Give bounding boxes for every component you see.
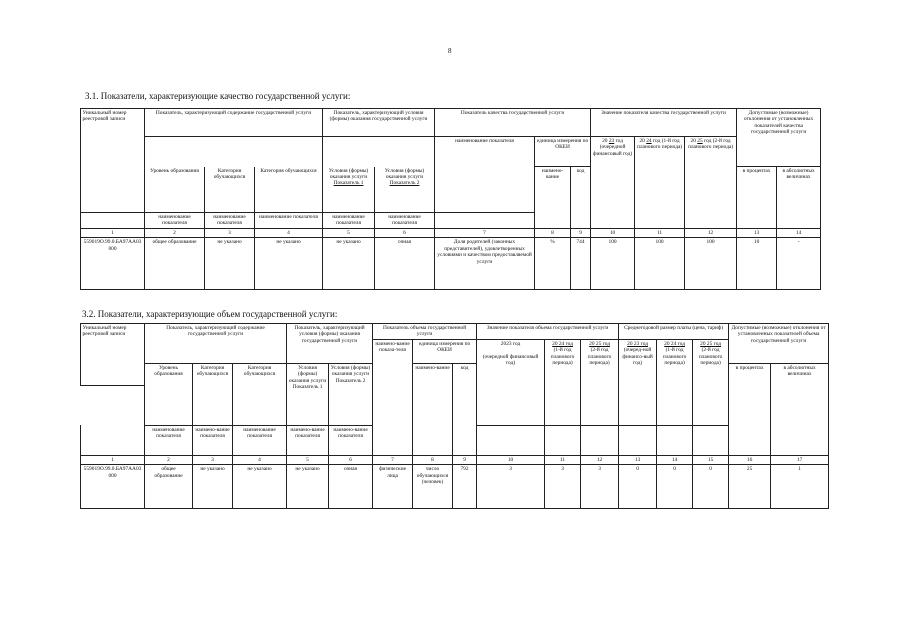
quality-section-title: 3.1. Показатели, характеризующие качество государственной услуги: <box>85 91 351 101</box>
cell-condition-1: не указано <box>323 238 375 290</box>
header-year-3: 20 25 год (2-й год планового периода) <box>685 137 737 229</box>
volume-indicators-table <box>80 323 829 509</box>
header-conditions-indicator: Показатель, характеризующий условия (формы) оказания государственной услуги <box>323 109 435 137</box>
cell-fee-3: 0 <box>693 465 729 509</box>
header-f-year-2: 20 24 год (1-й год планового периода) <box>657 339 693 425</box>
header-level: Уровень образования <box>145 167 205 213</box>
col-number: 8 <box>413 455 453 464</box>
cell-unit: % <box>535 238 571 290</box>
col-number: 6 <box>329 455 373 464</box>
col-number: 11 <box>545 455 581 464</box>
col-number: 1 <box>81 455 145 464</box>
cell-indicator: Доля родителей (законных представителей), удовлетворенных условиями и качеством предоставляемой услуги <box>435 238 535 290</box>
cell-category-2: не указано <box>233 465 287 509</box>
cell-condition-2: очная <box>329 465 373 509</box>
header-deviation: Допустимые (возможные) отклонения от установленных показателей объема государственной услуги <box>729 324 829 364</box>
cell-value-2: 3 <box>545 465 581 509</box>
col-number: 3 <box>193 455 233 464</box>
name-label-4: наименование показателя <box>323 213 375 229</box>
cell-id: 559019О.99.0.БА97АА03000 <box>81 238 145 290</box>
col-number: 4 <box>255 228 323 237</box>
quality-indicators-table <box>80 108 821 290</box>
header-quality-value: Значение показателя качества государственной услуги <box>591 109 737 137</box>
cell-value-1: 3 <box>477 465 545 509</box>
header-category-2: Категория обучающихся <box>233 363 287 425</box>
header-year-1: 20 23 год (очередной финансовый год) <box>591 137 635 229</box>
col-number: 2 <box>145 228 205 237</box>
cell-fee-1: 0 <box>619 465 657 509</box>
cell-code: 744 <box>571 238 591 290</box>
volume-section-title: 3.2. Показатели, характеризующие объем государственной услуги: <box>82 309 338 319</box>
cell-category-1: не указано <box>205 238 255 290</box>
cell-value-1: 100 <box>591 238 635 290</box>
header-condition-2: Условия (формы) оказания услуги Показатель 2 <box>375 167 435 213</box>
header-content-indicator: Показатель, характеризующий содержание государственной услуги <box>145 109 323 137</box>
header-unit: единица измерения по ОКЕИ <box>413 339 477 363</box>
page-number: 8 <box>448 47 452 55</box>
cell-level: общее образование <box>145 238 205 290</box>
header-volume-indicator: Показатель объема государственной услуги <box>373 324 477 340</box>
header-indicator-name: наименование показателя <box>435 137 535 213</box>
header-unit-code: код <box>453 363 477 455</box>
header-f-year-3: 20 25 год (2-й год планового периода) <box>693 339 729 425</box>
cell-value-3: 3 <box>581 465 619 509</box>
header-absolute: в абсолютных величинах <box>771 363 829 455</box>
col-number: 16 <box>729 455 771 464</box>
header-condition-1: Условия (формы) оказания услуги Показатель 1 <box>323 167 375 213</box>
col-number: 11 <box>635 228 685 237</box>
col-number: 9 <box>571 228 591 237</box>
cell-absolute: - <box>777 238 821 290</box>
col-number: 1 <box>81 228 145 237</box>
col-number: 10 <box>477 455 545 464</box>
header-v-year-2: 20 24 год (1-й год планового периода) <box>545 339 581 425</box>
col-number: 8 <box>535 228 571 237</box>
header-unique-number: Уникальный номер реестровой записи <box>81 324 145 386</box>
header-percent: в процентах <box>729 363 771 455</box>
col-number: 9 <box>453 455 477 464</box>
col-number: 2 <box>145 455 193 464</box>
header-conditions-indicator: Показатель, характеризующий условия (формы) оказания государственной услуги <box>287 324 373 364</box>
col-number: 3 <box>205 228 255 237</box>
col-number: 14 <box>777 228 821 237</box>
col-number: 4 <box>233 455 287 464</box>
cell-category-2: не указано <box>255 238 323 290</box>
header-unique-number: Уникальный номер реестровой записи <box>81 109 145 213</box>
col-number: 5 <box>287 455 329 464</box>
col-number: 14 <box>657 455 693 464</box>
cell-value-3: 100 <box>685 238 737 290</box>
cell-value-2: 100 <box>635 238 685 290</box>
header-indicator-name: наимено-вание показа-теля <box>373 339 413 455</box>
col-number: 12 <box>685 228 737 237</box>
name-label-1: наименование показателя <box>145 213 205 229</box>
col-number: 17 <box>771 455 829 464</box>
header-v-year-1: 2023 год (очередной финансовый год) <box>477 339 545 425</box>
cell-fee-2: 0 <box>657 465 693 509</box>
cell-unit: число обучающихся (человек) <box>413 465 453 509</box>
col-number: 5 <box>323 228 375 237</box>
name-label-5: наименование показателя <box>375 213 435 229</box>
header-category-1: Категория обучающихся <box>193 363 233 425</box>
name-label-2: наимено-вание показателя <box>193 425 233 455</box>
header-unit-name: наимено-вание <box>535 167 571 229</box>
header-unit-name: наимено-вание <box>413 363 453 455</box>
col-number: 13 <box>619 455 657 464</box>
header-v-year-3: 20 25 год (2-й год планового периода) <box>581 339 619 425</box>
header-level: Уровень образования <box>145 363 193 425</box>
cell-percent: 10 <box>737 238 777 290</box>
cell-percent: 25 <box>729 465 771 509</box>
cell-condition-2: очная <box>375 238 435 290</box>
header-unit-code: код <box>571 167 591 229</box>
cell-code: 792 <box>453 465 477 509</box>
col-number: 15 <box>693 455 729 464</box>
col-number: 12 <box>581 455 619 464</box>
name-label-5: наимено-вание показателя <box>329 425 373 455</box>
col-number: 10 <box>591 228 635 237</box>
header-category-1: Категория обучающихся <box>205 167 255 213</box>
col-number: 13 <box>737 228 777 237</box>
name-label-4: наимено-вание показателя <box>287 425 329 455</box>
header-unit: единица измерения по ОКЕИ <box>535 137 591 167</box>
header-deviation: Допустимые (возможные) отклонения от установленных показателей качества государственной услуги <box>737 109 821 167</box>
header-condition-1: Условия (формы) оказания услуги Показатель 1 <box>287 363 329 425</box>
name-label-3: наименование показателя <box>255 213 323 229</box>
name-label-1: наименование показателя <box>145 425 193 455</box>
header-content-indicator: Показатель, характеризующий содержание государственной услуги <box>145 324 287 364</box>
header-quality-indicator: Показатель качества государственной услуги <box>435 109 591 137</box>
header-f-year-1: 20 23 год (очеред-ной финансо-вый год) <box>619 339 657 425</box>
header-volume-value: Значение показателя объема государственной услуги <box>477 324 619 340</box>
cell-condition-1: не указано <box>287 465 329 509</box>
header-absolute: в абсолютных величинах <box>777 167 821 229</box>
name-label-2: наименование показателя <box>205 213 255 229</box>
col-number: 7 <box>435 228 535 237</box>
cell-absolute: 1 <box>771 465 829 509</box>
col-number: 6 <box>375 228 435 237</box>
col-number: 7 <box>373 455 413 464</box>
cell-category-1: не указано <box>193 465 233 509</box>
name-label-3: наименование показателя <box>233 425 287 455</box>
header-year-2: 20 24 год (1-й год планового периода) <box>635 137 685 229</box>
header-percent: в процентах <box>737 167 777 229</box>
table-row <box>81 465 829 509</box>
cell-indicator: физические лица <box>373 465 413 509</box>
table-row <box>81 238 821 290</box>
header-condition-2: Условия (формы) оказания услуги Показатель 2 <box>329 363 373 425</box>
cell-level: общее образование <box>145 465 193 509</box>
header-fee: Среднегодовой размер платы (цена, тариф) <box>619 324 729 340</box>
cell-id: 559019О.99.0.БА97АА03000 <box>81 465 145 509</box>
header-category-2: Категория обучающихся <box>255 167 323 213</box>
